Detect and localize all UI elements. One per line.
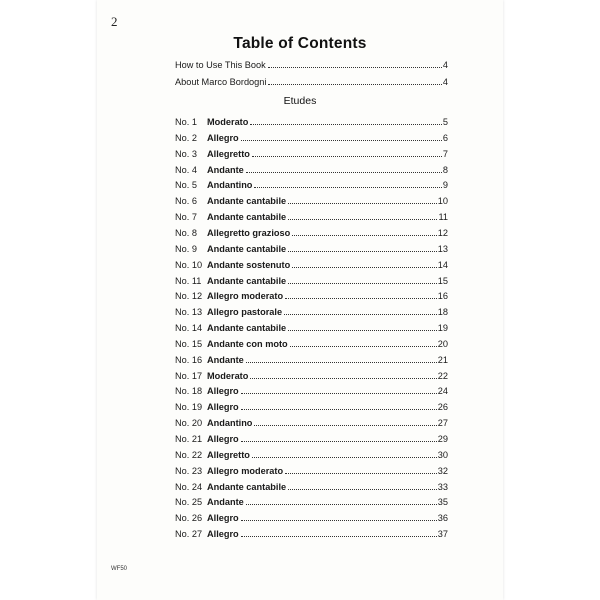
toc-entry[interactable] bbox=[175, 240, 448, 254]
etude-number: No. 22 bbox=[175, 449, 203, 460]
etude-title: Allegro pastorale bbox=[207, 307, 283, 318]
etude-title: Andante cantabile bbox=[207, 323, 287, 333]
page-ref: 10 bbox=[437, 196, 448, 207]
etude-title: Moderato bbox=[207, 370, 249, 381]
toc-entry[interactable] bbox=[175, 303, 448, 317]
page-ref: 36 bbox=[437, 513, 448, 524]
toc-entry[interactable] bbox=[175, 398, 448, 412]
etude-title: Andante cantabile bbox=[207, 212, 287, 223]
etude-number: No. 16 bbox=[175, 354, 203, 365]
page-ref: 13 bbox=[437, 243, 448, 254]
page-ref: 14 bbox=[437, 259, 448, 270]
page-ref: 22 bbox=[437, 370, 448, 381]
page-ref: 37 bbox=[437, 529, 448, 540]
etude-number: No. 23 bbox=[175, 465, 203, 476]
toc-entry[interactable] bbox=[175, 145, 448, 159]
page-ref: 20 bbox=[437, 338, 448, 349]
page-ref: 4 bbox=[442, 77, 448, 87]
page-ref: 4 bbox=[442, 60, 448, 70]
etude-number: No. 7 bbox=[175, 212, 197, 223]
toc-entry[interactable] bbox=[175, 256, 448, 270]
etude-title: Allegretto bbox=[207, 148, 250, 159]
dot-leader bbox=[254, 425, 436, 426]
etude-number: No. 15 bbox=[175, 338, 203, 349]
etude-number: No. 20 bbox=[175, 418, 203, 429]
dot-leader bbox=[252, 156, 442, 157]
etude-number: No. 13 bbox=[175, 307, 203, 318]
etude-title: Allegretto bbox=[207, 449, 250, 460]
toc-entry[interactable] bbox=[175, 319, 448, 333]
etude-number: No. 10 bbox=[175, 259, 203, 270]
toc-entry[interactable] bbox=[175, 113, 448, 127]
page-ref: 9 bbox=[442, 180, 448, 191]
dot-leader bbox=[288, 219, 437, 220]
etude-number: No. 21 bbox=[175, 434, 203, 444]
etude-title: Andante bbox=[207, 497, 244, 508]
page-number: 2 bbox=[111, 14, 118, 29]
etude-title: Allegro bbox=[207, 529, 239, 540]
dot-leader bbox=[285, 298, 437, 299]
page-title: Table of Contents bbox=[233, 35, 367, 52]
etude-number: No. 12 bbox=[175, 291, 203, 302]
etude-title: Andante bbox=[207, 164, 244, 175]
toc-entry[interactable] bbox=[175, 525, 448, 539]
etude-title: Andante cantabile bbox=[207, 481, 287, 492]
etude-number: No. 11 bbox=[175, 275, 202, 286]
etude-number: No. 17 bbox=[175, 370, 203, 381]
dot-leader bbox=[254, 187, 441, 188]
etude-number: No. 3 bbox=[175, 148, 197, 159]
dot-leader bbox=[241, 393, 437, 394]
dot-leader bbox=[241, 441, 437, 442]
dot-leader bbox=[288, 283, 437, 284]
front-matter-label: How to Use This Book bbox=[175, 60, 266, 70]
dot-leader bbox=[285, 473, 437, 474]
front-matter-label: About Marco Bordogni bbox=[175, 77, 267, 87]
page-ref: 19 bbox=[437, 323, 448, 333]
etude-title: Andante cantabile bbox=[207, 196, 287, 207]
page-ref: 16 bbox=[437, 291, 448, 302]
etude-title: Allegro moderato bbox=[207, 291, 284, 302]
page-ref: 33 bbox=[437, 481, 448, 492]
dot-leader bbox=[246, 172, 442, 173]
page-ref: 32 bbox=[437, 465, 448, 476]
etude-number: No. 27 bbox=[175, 529, 203, 540]
page-ref: 8 bbox=[442, 164, 448, 175]
dot-leader bbox=[246, 362, 437, 363]
dot-leader bbox=[284, 314, 437, 315]
toc-entry[interactable] bbox=[175, 335, 448, 349]
toc-entry[interactable] bbox=[175, 272, 448, 286]
toc-entry[interactable] bbox=[175, 351, 448, 365]
etude-number: No. 6 bbox=[175, 196, 197, 207]
toc-entry[interactable] bbox=[175, 478, 448, 492]
toc-entry[interactable] bbox=[175, 509, 448, 523]
dot-leader bbox=[288, 251, 437, 252]
etude-title: Andante cantabile bbox=[207, 275, 287, 286]
etude-number: No. 4 bbox=[175, 164, 197, 175]
toc-entry[interactable] bbox=[175, 129, 448, 143]
dot-leader bbox=[292, 267, 437, 268]
etude-number: No. 19 bbox=[175, 402, 203, 413]
toc-entry[interactable] bbox=[175, 446, 448, 460]
dot-leader bbox=[241, 140, 442, 141]
etude-number: No. 14 bbox=[175, 323, 203, 333]
dot-leader bbox=[241, 520, 437, 521]
etude-number: No. 1 bbox=[175, 117, 197, 127]
dot-leader bbox=[250, 124, 442, 125]
etude-number: No. 2 bbox=[175, 132, 197, 143]
page-ref: 7 bbox=[442, 148, 448, 159]
dot-leader bbox=[246, 504, 437, 505]
etude-title: Allegro bbox=[207, 386, 239, 397]
page-ref: 29 bbox=[437, 434, 448, 444]
dot-leader bbox=[241, 409, 437, 410]
toc-entry[interactable] bbox=[175, 462, 448, 476]
page-ref: 21 bbox=[437, 354, 448, 365]
toc-entry[interactable] bbox=[175, 367, 448, 381]
etude-title: Moderato bbox=[207, 117, 249, 127]
page-ref: 15 bbox=[437, 275, 448, 286]
dot-leader bbox=[292, 235, 437, 236]
toc-entry[interactable] bbox=[175, 414, 448, 428]
etude-number: No. 18 bbox=[175, 386, 203, 397]
page-ref: 6 bbox=[442, 132, 448, 143]
document-page bbox=[97, 0, 503, 600]
etude-number: No. 24 bbox=[175, 481, 203, 492]
toc-entry[interactable] bbox=[175, 176, 448, 190]
page-ref: 12 bbox=[437, 227, 448, 238]
page-ref: 30 bbox=[437, 449, 448, 460]
toc-entry[interactable] bbox=[175, 192, 448, 206]
dot-leader bbox=[288, 330, 437, 331]
toc-entry[interactable] bbox=[175, 208, 448, 222]
etude-title: Allegro moderato bbox=[207, 465, 284, 476]
dot-leader bbox=[241, 536, 437, 537]
etude-title: Allegro bbox=[207, 132, 239, 143]
etude-number: No. 8 bbox=[175, 227, 197, 238]
etude-title: Andante sostenuto bbox=[207, 259, 291, 270]
page-ref: 18 bbox=[437, 307, 448, 318]
dot-leader bbox=[252, 457, 437, 458]
etude-number: No. 26 bbox=[175, 513, 203, 524]
page-ref: 35 bbox=[437, 497, 448, 508]
etude-title: Allegretto grazioso bbox=[207, 227, 291, 238]
page-ref: 24 bbox=[437, 386, 448, 397]
etude-title: Allegro bbox=[207, 434, 239, 444]
publisher-code: WF50 bbox=[111, 566, 128, 572]
page-ref: 26 bbox=[437, 402, 448, 413]
etude-title: Andantino bbox=[207, 180, 253, 191]
etude-title: Allegro bbox=[207, 402, 239, 413]
dot-leader bbox=[250, 378, 436, 379]
etude-title: Allegro bbox=[207, 513, 239, 524]
dot-leader bbox=[288, 489, 437, 490]
toc-entry[interactable] bbox=[175, 161, 448, 175]
etude-number: No. 25 bbox=[175, 497, 203, 508]
toc-entry[interactable] bbox=[175, 287, 448, 301]
etude-title: Andante cantabile bbox=[207, 243, 287, 254]
section-heading-etudes: Etudes bbox=[283, 95, 317, 107]
etude-title: Andante bbox=[207, 354, 244, 365]
toc-entry[interactable] bbox=[175, 430, 448, 444]
page-ref: 11 bbox=[438, 212, 448, 223]
toc-entry[interactable] bbox=[175, 224, 448, 238]
dot-leader bbox=[268, 67, 442, 68]
etude-number: No. 5 bbox=[175, 180, 197, 191]
dot-leader bbox=[288, 203, 437, 204]
dot-leader bbox=[290, 346, 437, 347]
etude-number: No. 9 bbox=[175, 243, 197, 254]
front-matter-item[interactable] bbox=[175, 56, 448, 70]
front-matter-item[interactable] bbox=[175, 73, 448, 87]
toc-entry[interactable] bbox=[175, 382, 448, 396]
dot-leader bbox=[268, 84, 441, 85]
toc-entry[interactable] bbox=[175, 493, 448, 507]
etude-title: Andante con moto bbox=[207, 338, 288, 349]
etude-title: Andantino bbox=[207, 418, 253, 429]
page-ref: 27 bbox=[437, 418, 448, 429]
page-ref: 5 bbox=[442, 117, 448, 127]
